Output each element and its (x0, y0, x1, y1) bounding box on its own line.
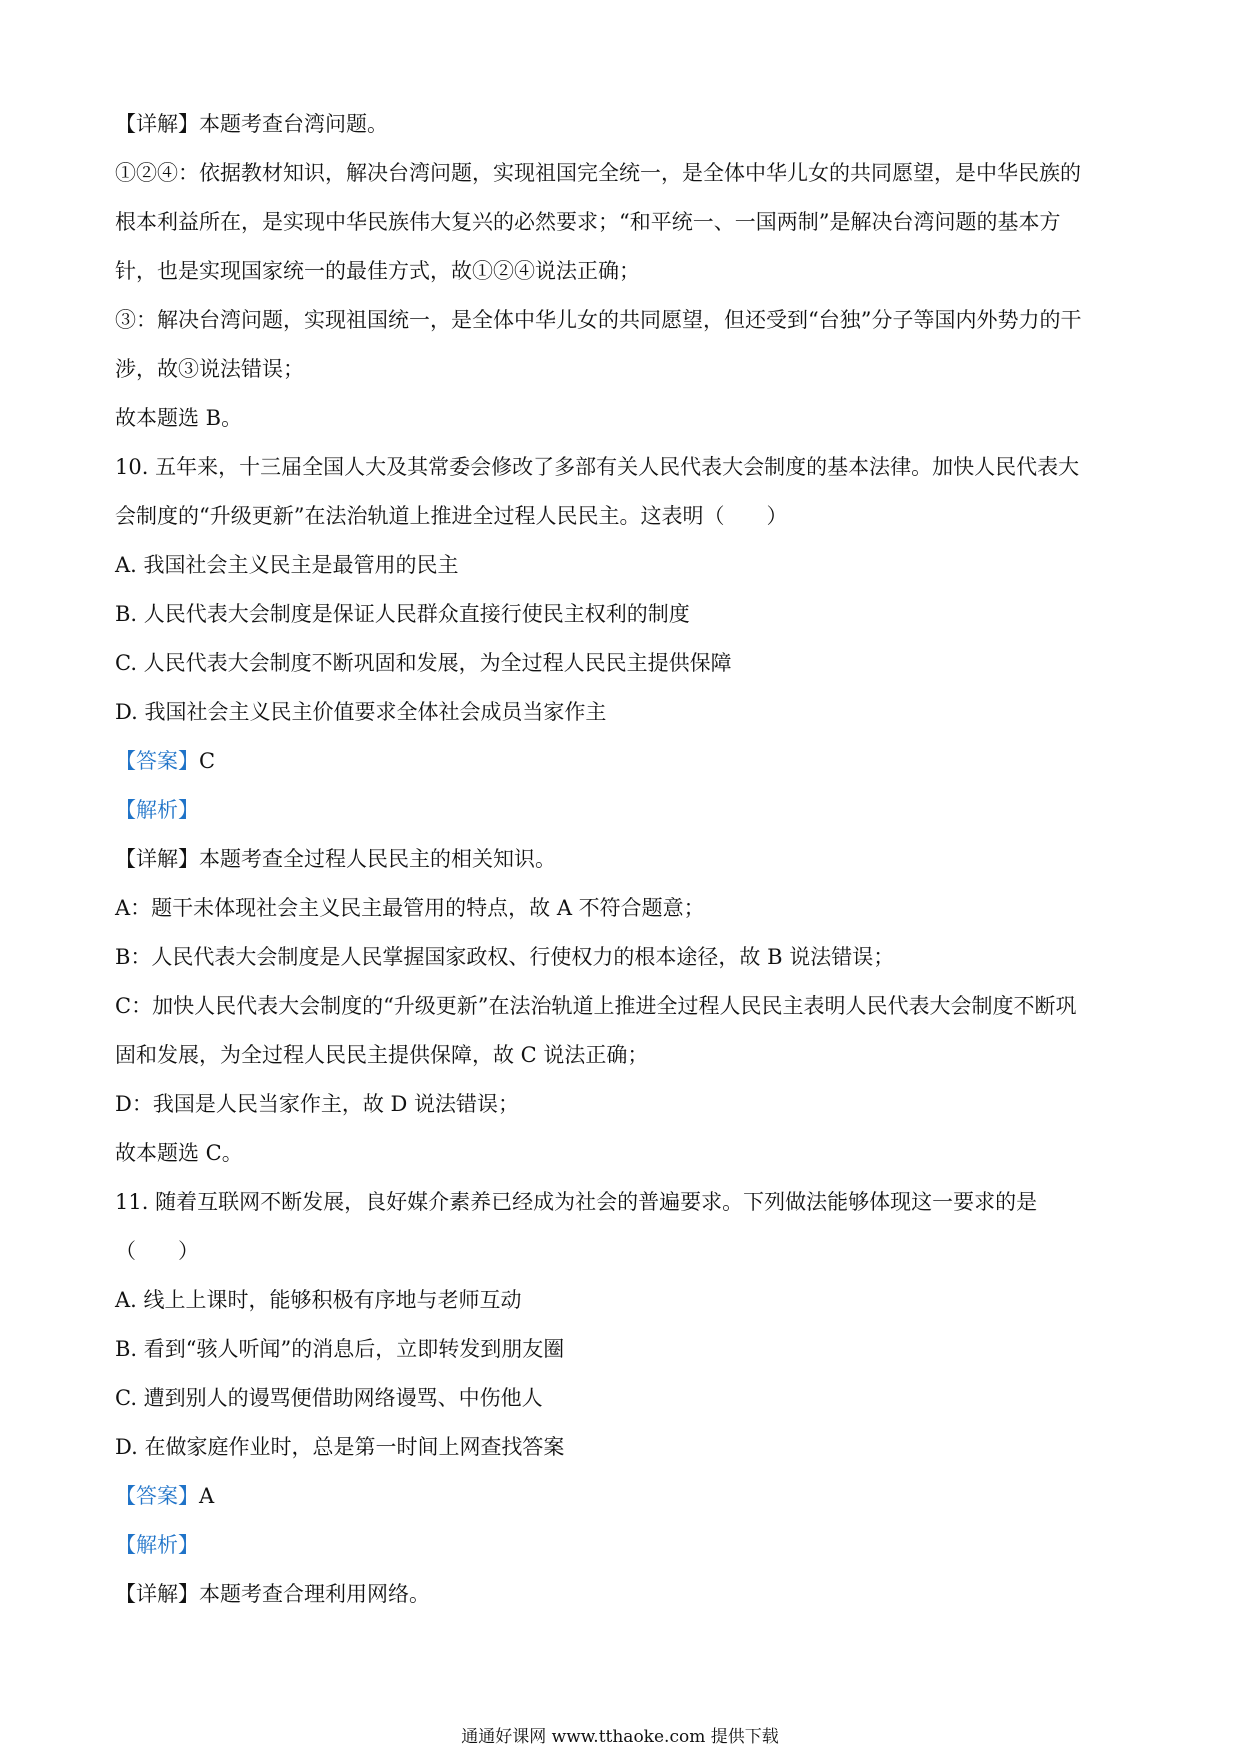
q10-answer-line (115, 737, 1135, 786)
detail-tag: 【详解】 (115, 1582, 199, 1606)
q9-analysis-p2-line1: ③：解决台湾问题，实现祖国统一，是全体中华儿女的共同愿望，但还受到“台独”分子等国内外势力的干 (115, 308, 1082, 332)
q10-explain-a: A：题干未体现社会主义民主最管用的特点，故 A 不符合题意； (115, 896, 705, 920)
q10-option-a: A. 我国社会主义民主是最管用的民主 (115, 553, 459, 577)
answer-value: A (199, 1484, 215, 1508)
detail-tag: 【详解】 (115, 112, 199, 136)
q11-detail-line (115, 1570, 1135, 1619)
answer-tag: 【答案】 (115, 749, 199, 773)
q11-option-b: B. 看到“骇人听闻”的消息后，立即转发到朋友圈 (115, 1337, 565, 1361)
q9-analysis-p1-line3: 针，也是实现国家统一的最佳方式，故①②④说法正确； (115, 259, 640, 283)
analysis-tag: 【解析】 (115, 1533, 199, 1557)
q10-explain-d: D：我国是人民当家作主，故 D 说法错误； (115, 1092, 520, 1116)
q10-stem-line2: 会制度的“升级更新”在法治轨道上推进全过程人民民主。这表明（ ） (115, 504, 788, 528)
q9-analysis-p1-line1: ①②④：依据教材知识，解决台湾问题，实现祖国完全统一，是全体中华儿女的共同愿望，是中华民族的 (115, 161, 1081, 185)
analysis-tag: 【解析】 (115, 798, 199, 822)
q11-option-a: A. 线上上课时，能够积极有序地与老师互动 (115, 1288, 522, 1312)
q11-option-d: D. 在做家庭作业时，总是第一时间上网查找答案 (115, 1435, 565, 1459)
q10-explain-b: B：人民代表大会制度是人民掌握国家政权、行使权力的根本途径，故 B 说法错误； (115, 945, 895, 969)
q9-conclusion: 故本题选 B。 (115, 406, 243, 430)
detail-text: 本题考查台湾问题。 (199, 112, 388, 136)
document-body (115, 100, 1135, 1619)
q11-stem-line1: 11. 随着互联网不断发展，良好媒介素养已经成为社会的普遍要求。下列做法能够体现这一要求的是 (115, 1190, 1038, 1214)
q11-analysis-line (115, 1521, 1135, 1570)
q11-answer-line (115, 1472, 1135, 1521)
q10-detail-line (115, 835, 1135, 884)
q10-stem-line1: 10. 五年来，十三届全国人大及其常委会修改了多部有关人民代表大会制度的基本法律。加快人民代表大 (115, 455, 1080, 479)
q10-option-b: B. 人民代表大会制度是保证人民群众直接行使民主权利的制度 (115, 602, 690, 626)
q10-option-c: C. 人民代表大会制度不断巩固和发展，为全过程人民民主提供保障 (115, 651, 732, 675)
q9-detail-line (115, 100, 1135, 149)
q10-analysis-line (115, 786, 1135, 835)
q10-conclusion: 故本题选 C。 (115, 1141, 243, 1165)
answer-value: C (199, 749, 216, 773)
q10-option-d: D. 我国社会主义民主价值要求全体社会成员当家作主 (115, 700, 607, 724)
answer-tag: 【答案】 (115, 1484, 199, 1508)
page-footer: 通通好课网 www.tthaoke.com 提供下载 (461, 1727, 779, 1747)
q9-analysis-p1-line2: 根本利益所在，是实现中华民族伟大复兴的必然要求；“和平统一、一国两制”是解决台湾问题的基本方 (115, 210, 1061, 234)
q10-explain-c-line2: 固和发展，为全过程人民民主提供保障，故 C 说法正确； (115, 1043, 649, 1067)
q10-explain-c-line1: C：加快人民代表大会制度的“升级更新”在法治轨道上推进全过程人民民主表明人民代表大会制度不断巩 (115, 994, 1077, 1018)
detail-tag: 【详解】 (115, 847, 199, 871)
q11-stem-line2: （ ） (115, 1239, 199, 1263)
q11-option-c: C. 遭到别人的谩骂便借助网络谩骂、中伤他人 (115, 1386, 543, 1410)
detail-text: 本题考查全过程人民民主的相关知识。 (199, 847, 556, 871)
detail-text: 本题考查合理利用网络。 (199, 1582, 430, 1606)
q9-analysis-p2-line2: 涉，故③说法错误； (115, 357, 304, 381)
